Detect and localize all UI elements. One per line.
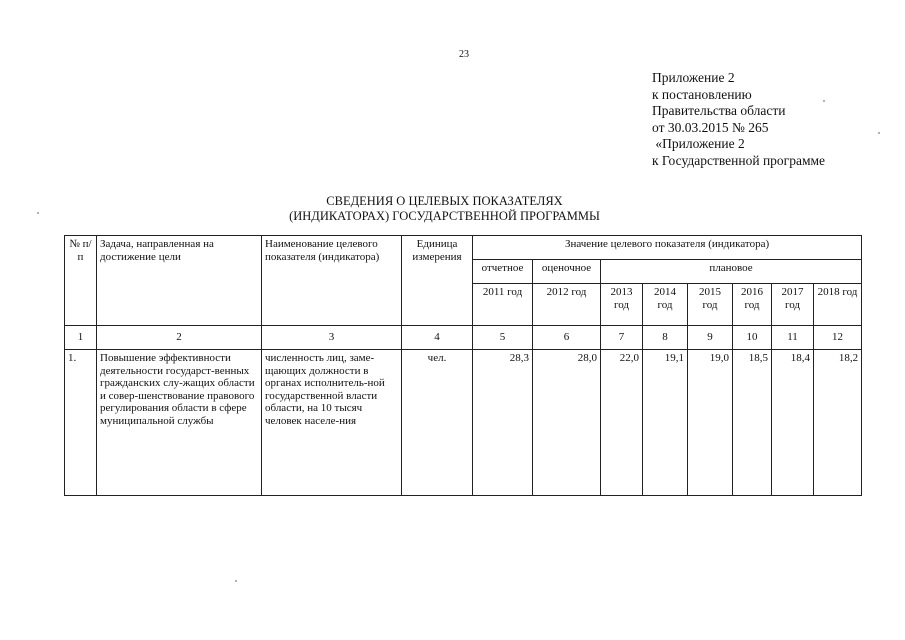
- header-year: 2011 год: [473, 284, 533, 326]
- row-value-2015: 19,0: [688, 350, 733, 496]
- row-value-2012: 28,0: [533, 350, 601, 496]
- header-planned: плановое: [601, 260, 862, 284]
- appendix-line: от 30.03.2015 № 265: [652, 119, 769, 135]
- column-number: 12: [814, 326, 862, 350]
- scan-speck: [878, 132, 880, 134]
- appendix-line: к постановлению: [652, 86, 752, 102]
- column-number: 2: [97, 326, 262, 350]
- column-number: 4: [402, 326, 473, 350]
- scan-speck: [823, 100, 825, 102]
- header-year: 2014 год: [643, 284, 688, 326]
- table-row: [65, 350, 862, 496]
- row-value-2018: 18,2: [814, 350, 862, 496]
- header-year: 2016 год: [733, 284, 772, 326]
- indicators-table: [64, 235, 862, 496]
- row-num: 1.: [65, 350, 97, 496]
- scan-speck: [37, 212, 39, 214]
- column-number: 7: [601, 326, 643, 350]
- column-number: 3: [262, 326, 402, 350]
- document-title: [0, 194, 905, 224]
- column-number: 9: [688, 326, 733, 350]
- appendix-line: «Приложение 2: [652, 136, 745, 151]
- header-year: 2012 год: [533, 284, 601, 326]
- title-line-2: (ИНДИКАТОРАХ) ГОСУДАРСТВЕННОЙ ПРОГРАММЫ: [289, 209, 600, 223]
- header-task: Задача, направленная на достижение цели: [97, 236, 262, 326]
- row-value-2013: 22,0: [601, 350, 643, 496]
- appendix-line: к Государственной программе: [652, 152, 826, 168]
- row-task: Повышение эффективности деятельности государст-венных гражданских слу-жащих области и совер-шенствование правового регулирования области в сфере муниципальной службы: [97, 350, 262, 496]
- header-values-group: Значение целевого показателя (индикатора): [473, 236, 862, 260]
- header-unit: Единица измерения: [402, 236, 473, 326]
- column-number: 1: [65, 326, 97, 350]
- column-number: 10: [733, 326, 772, 350]
- row-value-2011: 28,3: [473, 350, 533, 496]
- header-num: № п/п: [65, 236, 97, 326]
- row-indicator: численность лиц, заме-щающих должности в органах исполнитель-ной государственной власти области, на 10 тысяч человек населе-ния: [262, 350, 402, 496]
- header-year: 2017 год: [772, 284, 814, 326]
- header-year: 2018 год: [814, 284, 862, 326]
- page-number: 23: [459, 49, 469, 60]
- column-number: 11: [772, 326, 814, 350]
- column-number: 5: [473, 326, 533, 350]
- row-value-2014: 19,1: [643, 350, 688, 496]
- title-line-1: СВЕДЕНИЯ О ЦЕЛЕВЫХ ПОКАЗАТЕЛЯХ: [326, 194, 563, 208]
- header-indicator: Наименование целевого показателя (индикатора): [262, 236, 402, 326]
- column-number: 8: [643, 326, 688, 350]
- header-year: 2013 год: [601, 284, 643, 326]
- header-year: 2015 год: [688, 284, 733, 326]
- header-estimated: оценочное: [533, 260, 601, 284]
- row-value-2017: 18,4: [772, 350, 814, 496]
- row-unit: чел.: [402, 350, 473, 496]
- appendix-line: Правительства области: [652, 103, 786, 118]
- appendix-line: Приложение 2: [652, 70, 735, 85]
- row-value-2016: 18,5: [733, 350, 772, 496]
- column-number: 6: [533, 326, 601, 350]
- scan-speck: [235, 580, 237, 582]
- appendix-block: [652, 70, 825, 169]
- header-reported: отчетное: [473, 260, 533, 284]
